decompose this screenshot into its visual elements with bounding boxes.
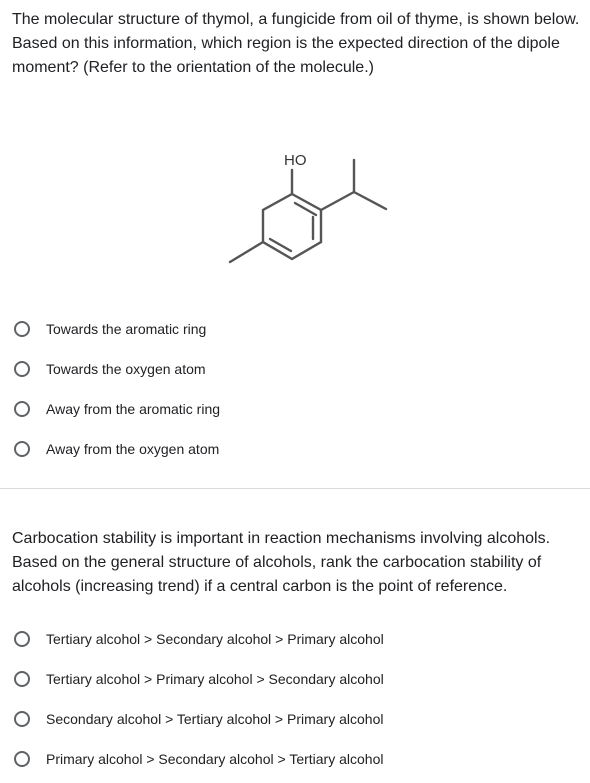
option-label: Primary alcohol > Secondary alcohol > Tertiary alcohol bbox=[46, 751, 384, 767]
option-label: Towards the oxygen atom bbox=[46, 361, 206, 377]
option-secondary-tertiary-primary[interactable] bbox=[12, 699, 572, 739]
option-label: Tertiary alcohol > Primary alcohol > Secondary alcohol bbox=[46, 671, 384, 687]
option-away-from-oxygen-atom[interactable] bbox=[12, 429, 572, 469]
option-label: Tertiary alcohol > Secondary alcohol > Primary alcohol bbox=[46, 631, 384, 647]
option-label: Away from the oxygen atom bbox=[46, 441, 220, 457]
radio-button[interactable] bbox=[14, 401, 30, 417]
option-away-from-aromatic-ring[interactable] bbox=[12, 389, 572, 429]
radio-button[interactable] bbox=[14, 361, 30, 377]
option-tertiary-primary-secondary[interactable] bbox=[12, 659, 572, 699]
question-2-options bbox=[12, 619, 572, 779]
radio-button[interactable] bbox=[14, 321, 30, 337]
radio-button[interactable] bbox=[14, 711, 30, 727]
hydroxyl-label: HO bbox=[284, 152, 307, 169]
radio-button[interactable] bbox=[14, 671, 30, 687]
option-label: Secondary alcohol > Tertiary alcohol > Primary alcohol bbox=[46, 711, 384, 727]
option-tertiary-secondary-primary[interactable] bbox=[12, 619, 572, 659]
radio-button[interactable] bbox=[14, 631, 30, 647]
option-towards-aromatic-ring[interactable] bbox=[12, 309, 572, 349]
option-label: Away from the aromatic ring bbox=[46, 401, 221, 417]
radio-button[interactable] bbox=[14, 441, 30, 457]
option-label: Towards the aromatic ring bbox=[46, 321, 207, 337]
question-1-options bbox=[12, 309, 572, 469]
option-towards-oxygen-atom[interactable] bbox=[12, 349, 572, 389]
thymol-structure-image bbox=[220, 142, 400, 282]
radio-button[interactable] bbox=[14, 751, 30, 767]
option-primary-secondary-tertiary[interactable] bbox=[12, 739, 572, 779]
question-1-text: The molecular structure of thymol, a fungicide from oil of thyme, is shown below. Based on this information, which region is the expected direction of the dipole moment? (Refer to the orientation of the molecule.) bbox=[12, 11, 580, 76]
question-2-text: Carbocation stability is important in reaction mechanisms involving alcohols. Based on the general structure of alcohols, rank the carbocation stability of alcohols (increasing trend) if a central carbon is the point of reference. bbox=[12, 530, 551, 595]
section-divider bbox=[0, 488, 590, 489]
